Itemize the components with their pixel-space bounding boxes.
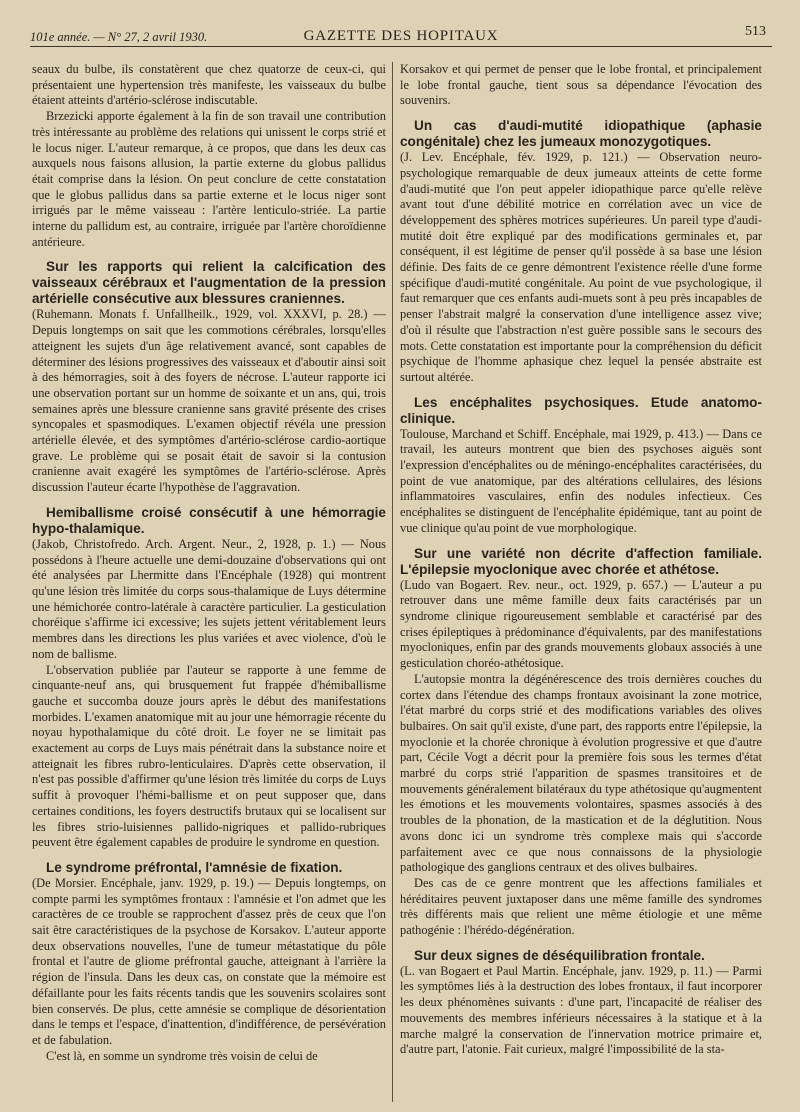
article-heading: Hemiballisme croisé consécutif à une hémorragie hypo-thalamique. — [32, 504, 386, 536]
paragraph: (Ludo van Bogaert. Rev. neur., oct. 1929, p. 657.) — L'auteur a pu retrouver dans une même famille deux faits caractérisés par un syndrome clinique rigoureusement semblable et caractérisé par des crises épileptiques à prédominance d'équivalents, par des manifestations myocloniques, enfin par des grands mouvements globaux associés à une gesticulation choréo-athétosique. — [400, 577, 762, 671]
article-heading: Sur une variété non décrite d'affection familiale. L'épilepsie myoclonique avec chorée et athétose. — [400, 545, 762, 577]
paragraph: L'autopsie montra la dégénérescence des trois dernières couches du cortex dans l'étendue des champs frontaux avoisinant la zone motrice, l'état marbré du corps strié et des modifications variables des olives bulbaires. On sait qu'il existe, d'une part, des rapports entre l'épilepsie, la myoclonie et la chorée chronique à évolution progressive et que d'autre part, Cécile Vogt a décrit pour la première fois sous les termes d'état marbré du corps strié l'apparition de spasmes transitoires et de mouvements généralement bilatéraux du type athétosique qu'augmentent les émotions et les mouvements volontaires, spasmes associés à des troubles de la phonation, de la mastication et de la déglutition. Nous avons donc ici un syndrome très complexe mais qui s'accorde parfaitement avec ce que nous connaissons de la physiologie pathologique des ganglions centraux et des olives bulbaires. — [400, 671, 762, 875]
paragraph: Toulouse, Marchand et Schiff. Encéphale, mai 1929, p. 413.) — Dans ce travail, les auteurs montrent que bien des psychoses aiguës sont l'expression d'encéphalites ou de méningo-encéphalites caractérisées, du point de vue anatomique, par des altérations cellulaires, des lésions inflammatoires vasculaires, enfin des nodules infectieux. Ces encéphalites se distinguent de l'encéphalite épidémique, tant au point de vue clinique qu'au point de vue morphologique. — [400, 426, 762, 535]
article-heading: Sur deux signes de déséquilibration frontale. — [414, 947, 705, 963]
paragraph: L'observation publiée par l'auteur se rapporte à une femme de cinquante-neuf ans, qui brusquement fut frappée d'hémiballisme gauche et succomba douze jours après le début des manifestations morbides. L'examen anatomique mit au jour une hémorragie récente du noyau hypothalamique du côté droit. Le foyer ne se limitait pas exactement au corps de Luys mais pénétrait dans la substance noire et atteignait les fibres rubro-lenticulaires. D'après cette observation, il n'est pas possible d'affirmer qu'une lésion très limitée du corps de Luys suffit à provoquer l'hémi-ballisme et on peut supposer que, dans certaines conditions, les foyers destructifs brutaux qui se localisent sur les fibres strio-luisiennes pallido-nigriques et pallido-rubriques peuvent être également capables de produire le syndrome en question. — [32, 662, 386, 850]
paragraph: seaux du bulbe, ils constatèrent que chez quatorze de ceux-ci, qui présentaient une hypertension très manifeste, les vaisseaux du bulbe étaient atteints d'artério-sclérose indiscutable. — [32, 62, 386, 108]
paragraph: (De Morsier. Encéphale, janv. 1929, p. 19.) — Depuis longtemps, on compte parmi les symptômes frontaux : l'amnésie et l'on admet que les caractères de ce trouble se rapprochent d'assez près de ceux que l'on sait être caractéristiques de la psychose de Korsakov. L'auteur apporte deux observations nouvelles, l'une de tumeur métastatique du pôle frontal et l'autre de gliome préfrontal gauche, atteignant à l'arrière la région de l'insula. Dans les deux cas, on constate que la mémoire est défaillante pour les faits récents tandis que les souvenirs scolaires sont bien conservés. De plus, cette amnésie se complique de désorientation dans le temps et l'espace, d'inattention, d'indifférence, de persévération et de fabulation. — [32, 875, 386, 1047]
journal-title: GAZETTE DES HOPITAUX — [303, 28, 499, 44]
paragraph: (L. van Bogaert et Paul Martin. Encéphale, janv. 1929, p. 11.) — Parmi les symptômes liés à la destruction des lobes frontaux, il faut incorporer les deux phénomènes suivants : d'une part, l'incapacité de réaliser des mouvements des membres inférieurs nécessaires à la statique et à la marche malgré la conservation de l'innervation motrice primaire et, d'autre part, l'atonie. Fait curieux, malgré l'impossibilité de la sta- — [400, 963, 762, 1057]
paragraph: Brzezicki apporte également à la fin de son travail une contribution très intéressante au problème des relations qui unissent le corps strié et le locus niger. L'auteur remarque, à ce propos, que dans les deux cas auxquels nous faisons allusion, la partie externe du globus pallidus était comprise dans la lésion. On peut conclure de cette constatation que le globus pallidus dans sa partie externe et le locus niger sont irrigués par le même vaisseau : l'artère lenticulo-striée. La partie interne du pallidum est, au contraire, irriguée par l'artère choroïdienne antérieure. — [32, 109, 386, 249]
paragraph: Des cas de ce genre montrent que les affections familiales et héréditaires peuvent juxtaposer dans une même famille des syndromes très différents mais que relient une même étiologie et une même pathogénie : l'hérédo-dégénération. — [400, 875, 762, 938]
left-column — [32, 62, 386, 1102]
article-heading: Sur les rapports qui relient la calcification des vaisseaux cérébraux et l'augmentation de la pression artérielle consécutive aux blessures craniennes. — [32, 259, 386, 307]
paragraph: (J. Lev. Encéphale, fév. 1929, p. 121.) — Observation neuro-psychologique remarquable de deux jumeaux atteints de cette forme d'audi-mutité que l'on peut appeler idiopathique parce qu'elle relève avant tout d'une débilité motrice en corrélation avec un vice de développement des sphères motrices supérieures. Un pareil type d'audi-mutité doit être expliqué par des modifications germinales et, par conséquent, il est légitime de penser qu'il possède à sa base une lésion définie. Des faits de ce genre démontrent l'existence réelle d'une forme spécifique d'audi-mutité congénitale. Au point de vue psychologique, il faut remarquer que ces enfants audi-muets sont à peu près incapables de penser l'abstrait malgré la conservation d'une intelligence assez vive; d'où il résulte que l'abstraction n'est guère possible sans le secours des mots. Cette constatation est importante pour la compréhension du déficit psychique de l'homme aphasique chez lequel la pensée abstraite est surtout altérée. — [400, 150, 762, 384]
page-header — [30, 20, 772, 47]
page-number: 513 — [745, 24, 766, 39]
paragraph: C'est là, en somme un syndrome très voisin de celui de — [46, 1048, 318, 1063]
article-heading: Les encéphalites psychosiques. Etude anatomo-clinique. — [400, 394, 762, 426]
issue-info: 101e année. — N° 27, 2 avril 1930. — [30, 30, 208, 44]
article-heading: Le syndrome préfrontal, l'amnésie de fixation. — [46, 859, 343, 875]
right-column — [400, 62, 762, 1102]
column-divider — [392, 62, 393, 1102]
paragraph: (Jakob, Christofredo. Arch. Argent. Neur., 2, 1928, p. 1.) — Nous possédons à l'heure actuelle une demi-douzaine d'observations qui ont été analysées par Lhermitte dans l'Encéphale (1928) qui montrent qu'une lésion très limitée du corps sous-thalamique de Luys détermine une hémichorée contro-latérale à caractère particulier. La gesticulation choréique s'affirme ici excessive; les sujets jettent véritablement leurs membres dans les directions les plus variées et avec violence, d'où le nom de ballisme. — [32, 536, 386, 661]
paragraph: (Ruhemann. Monats f. Unfallheilk., 1929, vol. XXXVI, p. 28.) — Depuis longtemps on sait que les commotions cérébrales, lorsqu'elles atteignent les sujets d'un âge relativement avancé, sont capables de déterminer des lésions progressives des vaisseaux et d'aboutir ainsi soit à des hémorragies, soit à des foyers de nécrose. L'auteur rapporte ici une observation portant sur un homme de soixante et un ans, qui, trois semaines après une blessure cranienne sans gravité présente des crises syncopales et spasmodiques. L'examen objectif révéla une pression artérielle élevée, et des symptômes d'artério-sclérose cardio-aortique grave. Le problème qui se posait était de savoir si la contusion cranienne avait exagéré les symptômes de l'artério-sclérose. Après discussion l'auteur écarte l'hypothèse de l'aggravation. — [32, 307, 386, 495]
article-heading: Un cas d'audi-mutité idiopathique (aphasie congénitale) chez les jumeaux monozygotiques. — [400, 118, 762, 150]
paragraph: Korsakov et qui permet de penser que le lobe frontal, et principalement le lobe frontal gauche, tient sous sa dépendance l'évocation des souvenirs. — [400, 62, 762, 108]
